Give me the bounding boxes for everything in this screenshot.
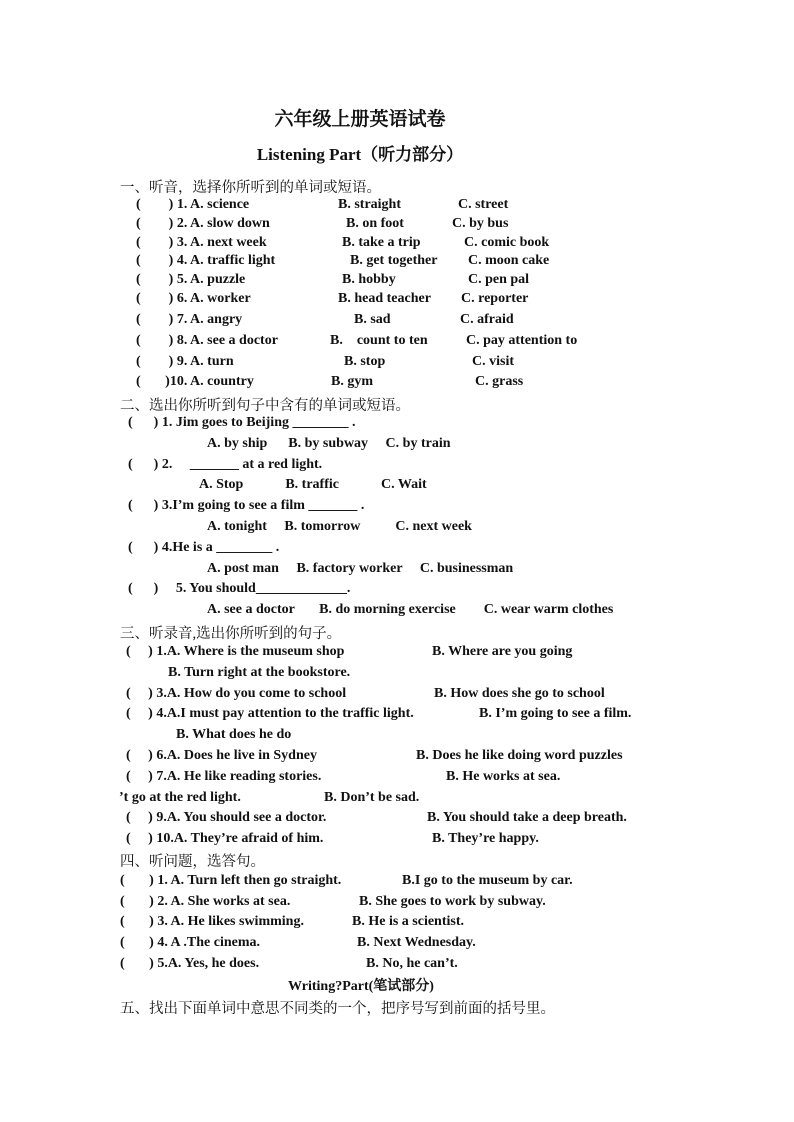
part3-sentence-b-6: B. Does he like doing word puzzles: [416, 748, 623, 763]
part1-option-b-4: B. get together: [350, 253, 438, 268]
part3-sentence-a-8: ’t go at the red light.: [119, 790, 241, 805]
section-3-heading: 三、听录音,选出你所听到的句子。: [120, 626, 342, 642]
part3-sentence-a-6: ( ) 6.A. Does he live in Sydney: [126, 748, 317, 763]
part3-sentence-b-4: B. I’m going to see a film.: [479, 706, 632, 721]
part3-sentence-a-5: B. What does he do: [176, 727, 292, 742]
part1-question-7: ( ) 7. A. angry: [136, 312, 243, 327]
part1-option-b-7: B. sad: [354, 312, 391, 327]
part2-question-4: ( ) 4.He is a ________ .: [128, 540, 280, 555]
part1-option-c-10: C. grass: [475, 374, 524, 389]
part1-question-8: ( ) 8. A. see a doctor: [136, 333, 278, 348]
part1-option-c-1: C. street: [458, 197, 509, 212]
part1-question-1: ( ) 1. A. science: [136, 197, 250, 212]
part1-option-c-8: C. pay attention to: [466, 333, 578, 348]
part4-answer-a-1: ( ) 1. A. Turn left then go straight.: [120, 873, 342, 888]
part3-sentence-a-4: ( ) 4.A.I must pay attention to the traffic light.: [126, 706, 414, 721]
part3-sentence-a-9: ( ) 9.A. You should see a doctor.: [126, 810, 327, 825]
part1-option-c-9: C. visit: [472, 354, 514, 369]
part1-option-c-7: C. afraid: [460, 312, 514, 327]
part1-option-b-9: B. stop: [344, 354, 386, 369]
part1-question-3: ( ) 3. A. next week: [136, 235, 267, 250]
part4-answer-a-5: ( ) 5.A. Yes, he does.: [120, 956, 260, 971]
part3-sentence-b-8: B. Don’t be sad.: [324, 790, 420, 805]
part4-answer-b-2: B. She goes to work by subway.: [359, 894, 546, 909]
part4-answer-b-4: B. Next Wednesday.: [357, 935, 476, 950]
part1-option-c-4: C. moon cake: [468, 253, 550, 268]
part3-sentence-b-9: B. You should take a deep breath.: [427, 810, 627, 825]
part2-options-4: A. post man B. factory worker C. businessman: [207, 561, 514, 576]
part1-question-10: ( )10. A. country: [136, 374, 254, 389]
part3-sentence-b-10: B. They’re happy.: [432, 831, 539, 846]
part4-answer-a-3: ( ) 3. A. He likes swimming.: [120, 914, 304, 929]
part1-question-2: ( ) 2. A. slow down: [136, 216, 270, 231]
section-2-heading: 二、选出你所听到句子中含有的单词或短语。: [120, 398, 410, 414]
section-4-heading: 四、听问题，选答句。: [120, 854, 265, 870]
part2-options-5: A. see a doctor B. do morning exercise C. wear warm clothes: [207, 602, 614, 617]
part3-sentence-b-1: B. Where are you going: [432, 644, 573, 659]
part1-option-c-5: C. pen pal: [468, 272, 530, 287]
part4-answer-a-4: ( ) 4. A .The cinema.: [120, 935, 260, 950]
part3-sentence-a-7: ( ) 7.A. He like reading stories.: [126, 769, 322, 784]
part3-sentence-a-2: B. Turn right at the bookstore.: [168, 665, 351, 680]
part1-question-4: ( ) 4. A. traffic light: [136, 253, 276, 268]
part1-option-c-2: C. by bus: [452, 216, 509, 231]
part4-answer-b-5: B. No, he can’t.: [366, 956, 458, 971]
part2-options-3: A. tonight B. tomorrow C. next week: [207, 519, 472, 534]
part1-option-b-5: B. hobby: [342, 272, 396, 287]
part2-options-2: A. Stop B. traffic C. Wait: [199, 477, 427, 492]
part2-question-3: ( ) 3.I’m going to see a film _______ .: [128, 498, 365, 513]
part1-question-9: ( ) 9. A. turn: [136, 354, 234, 369]
part1-option-b-10: B. gym: [331, 374, 373, 389]
part3-sentence-b-3: B. How does she go to school: [434, 686, 605, 701]
part1-option-b-3: B. take a trip: [342, 235, 421, 250]
section-1-heading: 一、听音，选择你所听到的单词或短语。: [120, 180, 381, 196]
part2-question-2: ( ) 2. _______ at a red light.: [128, 457, 323, 472]
part1-option-b-1: B. straight: [338, 197, 401, 212]
part2-options-1: A. by ship B. by subway C. by train: [207, 436, 451, 451]
part1-option-b-2: B. on foot: [346, 216, 404, 231]
part2-question-1: ( ) 1. Jim goes to Beijing ________ .: [128, 415, 356, 430]
exam-title: 六年级上册英语试卷: [274, 109, 446, 130]
part3-sentence-a-10: ( ) 10.A. They’re afraid of him.: [126, 831, 324, 846]
part4-answer-a-2: ( ) 2. A. She works at sea.: [120, 894, 291, 909]
part1-option-c-3: C. comic book: [464, 235, 550, 250]
part4-answer-b-3: B. He is a scientist.: [352, 914, 464, 929]
part4-answer-b-1: B.I go to the museum by car.: [402, 873, 573, 888]
part3-sentence-a-3: ( ) 3.A. How do you come to school: [126, 686, 347, 701]
part1-option-c-6: C. reporter: [461, 291, 529, 306]
part3-sentence-a-1: ( ) 1.A. Where is the museum shop: [126, 644, 345, 659]
writing-part-heading: Writing?Part(笔试部分): [288, 979, 434, 994]
section-5-heading: 五、找出下面单词中意思不同类的一个，把序号写到前面的括号里。: [120, 1001, 555, 1017]
listening-part-heading: Listening Part（听力部分）: [256, 145, 464, 164]
part1-option-b-8: B. count to ten: [330, 333, 428, 348]
part1-option-b-6: B. head teacher: [338, 291, 431, 306]
part2-question-5: ( ) 5. You should_____________.: [128, 581, 351, 596]
part1-question-5: ( ) 5. A. puzzle: [136, 272, 246, 287]
part3-sentence-b-7: B. He works at sea.: [446, 769, 561, 784]
part1-question-6: ( ) 6. A. worker: [136, 291, 251, 306]
